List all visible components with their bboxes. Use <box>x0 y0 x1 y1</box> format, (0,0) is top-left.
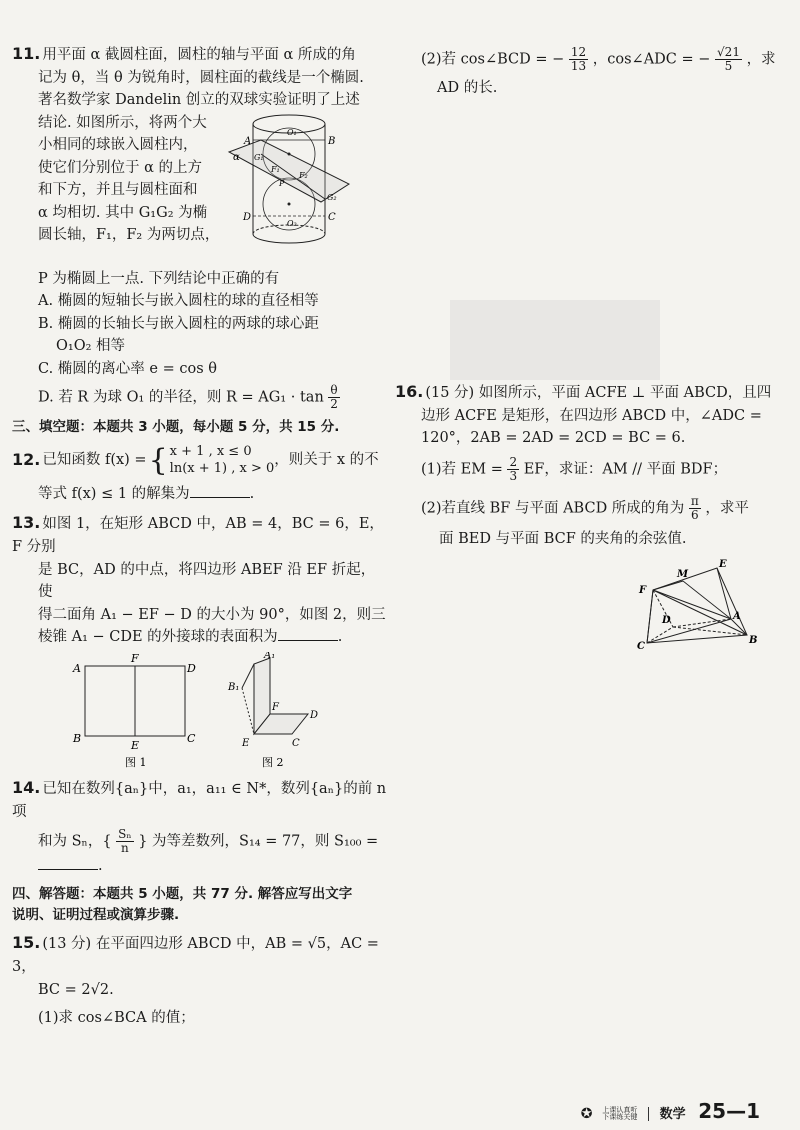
text-line: 面 BED 与平面 BCF 的夹角的余弦值. <box>439 531 687 548</box>
text-line: 著名数学家 Dandelin 创立的双球实验证明了上述 <box>38 92 360 109</box>
text-line: ，cos∠ADC = − <box>592 51 711 68</box>
text-line: 边形 ACFE 是矩形，在四边形 ABCD 中，∠ADC = <box>421 407 762 424</box>
fig-label: B <box>73 732 82 746</box>
frac-numerator: 12 <box>570 45 587 59</box>
question-number: 12. <box>12 450 41 470</box>
figure-1-rectangle <box>67 652 197 770</box>
option-d-text: D. 若 R 为球 O₁ 的半径，则 R = AG₁ · tan <box>38 389 324 406</box>
fig-label: A <box>733 610 741 622</box>
section-4-heading: 四、解答题：本题共 5 小题，共 77 分. 解答应写出文字 <box>12 885 353 902</box>
left-column <box>12 42 387 1036</box>
fig-label: C <box>637 640 645 652</box>
question-12 <box>12 444 387 505</box>
fig-label: A <box>73 662 81 676</box>
fig-label: F <box>639 584 647 596</box>
text-line: α 均相切. 其中 G₁G₂ 为椭 <box>38 204 208 221</box>
period: . <box>98 858 103 875</box>
text-line: (13 分) 在平面四边形 ABCD 中，AB = √5，AC = 3， <box>12 936 379 976</box>
fig-label: D <box>310 710 319 722</box>
fig-label: D <box>187 662 196 676</box>
option-c: C. 椭圆的离心率 e = cos θ <box>38 360 217 377</box>
fig-label: C <box>187 732 196 746</box>
text-line: ，求 <box>746 51 776 68</box>
text-line: 和为 Sₙ，{ <box>38 833 112 850</box>
frac-numerator: 2 <box>509 454 518 469</box>
frac-numerator: π <box>690 493 699 508</box>
text-line: 记为 θ，当 θ 为锐角时，圆柱面的截线是一个椭圆. <box>38 69 364 86</box>
question-number: 16. <box>395 381 424 401</box>
question-number: 15. <box>12 933 41 953</box>
case-1: x + 1 , x ≤ 0 <box>169 444 252 460</box>
fig-label: G₁ <box>254 152 264 162</box>
option-a: A. 椭圆的短轴长与嵌入圆柱的球的直径相等 <box>38 293 319 310</box>
page-number: 25—1 <box>698 1099 760 1123</box>
question-number: 11. <box>12 44 41 63</box>
brace-glyph: { <box>148 442 168 478</box>
section-4-heading-cont: 说明、证明过程或演算步骤. <box>12 906 180 923</box>
period: . <box>249 485 255 502</box>
fraction-pi-6 <box>689 495 701 522</box>
fig-label: A₁ <box>264 652 276 662</box>
slogan-line-1: 上课认真听 <box>602 1106 638 1114</box>
fig-label: M <box>677 568 689 580</box>
footer-divider <box>648 1107 649 1121</box>
text-line: 用平面 α 截圆柱面，圆柱的轴与平面 α 所成的角 <box>42 47 356 63</box>
text-line: ，则关于 x 的不 <box>274 452 379 469</box>
text-line: ，求平 <box>705 500 749 517</box>
fig-label: F <box>272 702 279 714</box>
fig-label: B <box>749 634 758 646</box>
part-1: (1)求 cos∠BCA 的值； <box>38 1010 195 1027</box>
text-line: P 为椭圆上一点. 下列结论中正确的有 <box>38 270 280 287</box>
fig-label: B <box>328 135 336 147</box>
text-line: (15 分) 如图所示，平面 ACFE ⊥ 平面 ABCD，且四 <box>425 384 772 401</box>
text-line: 圆长轴，F₁，F₂ 为两切点， <box>38 227 220 244</box>
text-line: (1)若 EM = <box>421 461 503 478</box>
page-footer <box>581 1096 760 1127</box>
option-d <box>38 384 387 411</box>
case-2: ln(x + 1) , x > 0 <box>169 460 275 476</box>
text-line: 使它们分别位于 α 的上方 <box>38 159 203 176</box>
fig-label: O₁ <box>287 127 297 137</box>
fig-label: D <box>243 211 252 223</box>
frac-denominator: 3 <box>509 468 518 483</box>
figure-caption: 图 1 <box>125 756 147 770</box>
footer-slogan <box>602 1107 637 1121</box>
fig-label: E <box>242 738 250 750</box>
fig-label: P <box>279 178 285 188</box>
fig-label: D <box>662 614 671 626</box>
fig-label: G₂ <box>327 192 337 202</box>
text-line: 结论. 如图所示，将两个大 <box>38 114 207 131</box>
text-line: (2)若直线 BF 与平面 ABCD 所成的角为 <box>421 500 685 517</box>
fig-label: A <box>244 135 252 147</box>
text-line: 已知在数列{aₙ}中，a₁，a₁₁ ∈ N*，数列{aₙ}的前 n 项 <box>12 781 387 821</box>
text-line: AD 的长. <box>437 80 498 97</box>
fig-label: E <box>719 558 727 570</box>
subject-label: 数学 <box>659 1107 686 1122</box>
right-column <box>395 42 780 658</box>
fig-label: E <box>131 739 140 753</box>
fig-label: C <box>328 211 336 223</box>
text-line: 棱锥 A₁ − CDE 的外接球的表面积为 <box>38 629 278 646</box>
text-line: EF，求证：AM // 平面 BDF； <box>523 461 728 478</box>
question-14 <box>12 776 387 877</box>
period: . <box>337 629 343 646</box>
fraction-12-13 <box>569 46 588 73</box>
question-13 <box>12 511 387 770</box>
sn-over-n-fraction <box>116 828 133 855</box>
text-line: 小相同的球嵌入圆柱内， <box>38 137 198 154</box>
fig-label: B₁ <box>228 682 240 694</box>
text-line: 等式 f(x) ≤ 1 的解集为 <box>38 485 190 502</box>
question-number: 13. <box>12 513 41 533</box>
frac-numerator: Sₙ <box>118 826 132 841</box>
frac-denominator: 5 <box>724 59 733 74</box>
text-line: 如图 1，在矩形 ABCD 中，AB = 4，BC = 6，E，F 分别 <box>12 516 384 556</box>
fig-label: F <box>131 652 139 666</box>
frac-numerator: √21 <box>717 45 740 59</box>
theta-half-fraction <box>328 384 339 411</box>
question-16 <box>395 380 780 652</box>
text-line: BC = 2√2. <box>38 981 114 998</box>
question-number: 14. <box>12 778 41 798</box>
answer-blank[interactable] <box>278 626 338 641</box>
option-b-cont: O₁O₂ 相等 <box>56 338 126 355</box>
frac-numerator: θ <box>330 383 338 398</box>
fig-label: α <box>233 151 240 163</box>
fraction-sqrt21-5 <box>715 46 742 73</box>
text-line: 120°，2AB = 2AD = 2CD = BC = 6. <box>421 430 686 447</box>
answer-blank[interactable] <box>38 855 98 870</box>
logo-icon: ✪ <box>580 1106 593 1122</box>
question-15-part-2 <box>395 46 780 100</box>
slogan-line-2: 下课练关键 <box>602 1113 638 1121</box>
fig-label: C <box>292 738 300 750</box>
text-line: 得二面角 A₁ − EF − D 的大小为 90°，如图 2，则三 <box>38 606 386 623</box>
q16-solid-figure <box>635 557 765 652</box>
text-line: } 为等差数列，S₁₄ = 77，则 S₁₀₀ = <box>138 833 379 850</box>
fraction-2-3 <box>507 456 519 483</box>
figure-2-folded <box>222 652 352 770</box>
frac-denominator: 13 <box>570 59 587 74</box>
frac-denominator: 2 <box>330 397 338 412</box>
frac-denominator: 6 <box>691 508 699 523</box>
figure-caption: 图 2 <box>262 756 284 770</box>
fig-label: F₂ <box>299 170 308 180</box>
dandelin-sphere-figure <box>227 104 357 264</box>
option-b: B. 椭圆的长轴长与嵌入圆柱的两球的球心距 <box>38 315 319 332</box>
fig-label: F₁ <box>271 164 280 174</box>
section-3-heading: 三、填空题：本题共 3 小题，每小题 5 分，共 15 分. <box>12 419 340 436</box>
question-15 <box>12 931 387 1029</box>
frac-denominator: n <box>121 840 129 855</box>
answer-blank[interactable] <box>190 483 250 498</box>
question-11 <box>12 42 387 411</box>
text-line: (2)若 cos∠BCD = − <box>421 51 565 68</box>
text-line: 和下方，并且与圆柱面和 <box>38 182 198 199</box>
piecewise-cases <box>170 444 275 477</box>
fig-label: O₂ <box>287 218 297 228</box>
text-line: 已知函数 f(x) = <box>42 452 147 469</box>
text-line: 是 BC，AD 的中点，将四边形 ABEF 沿 EF 折起，使 <box>38 561 376 601</box>
